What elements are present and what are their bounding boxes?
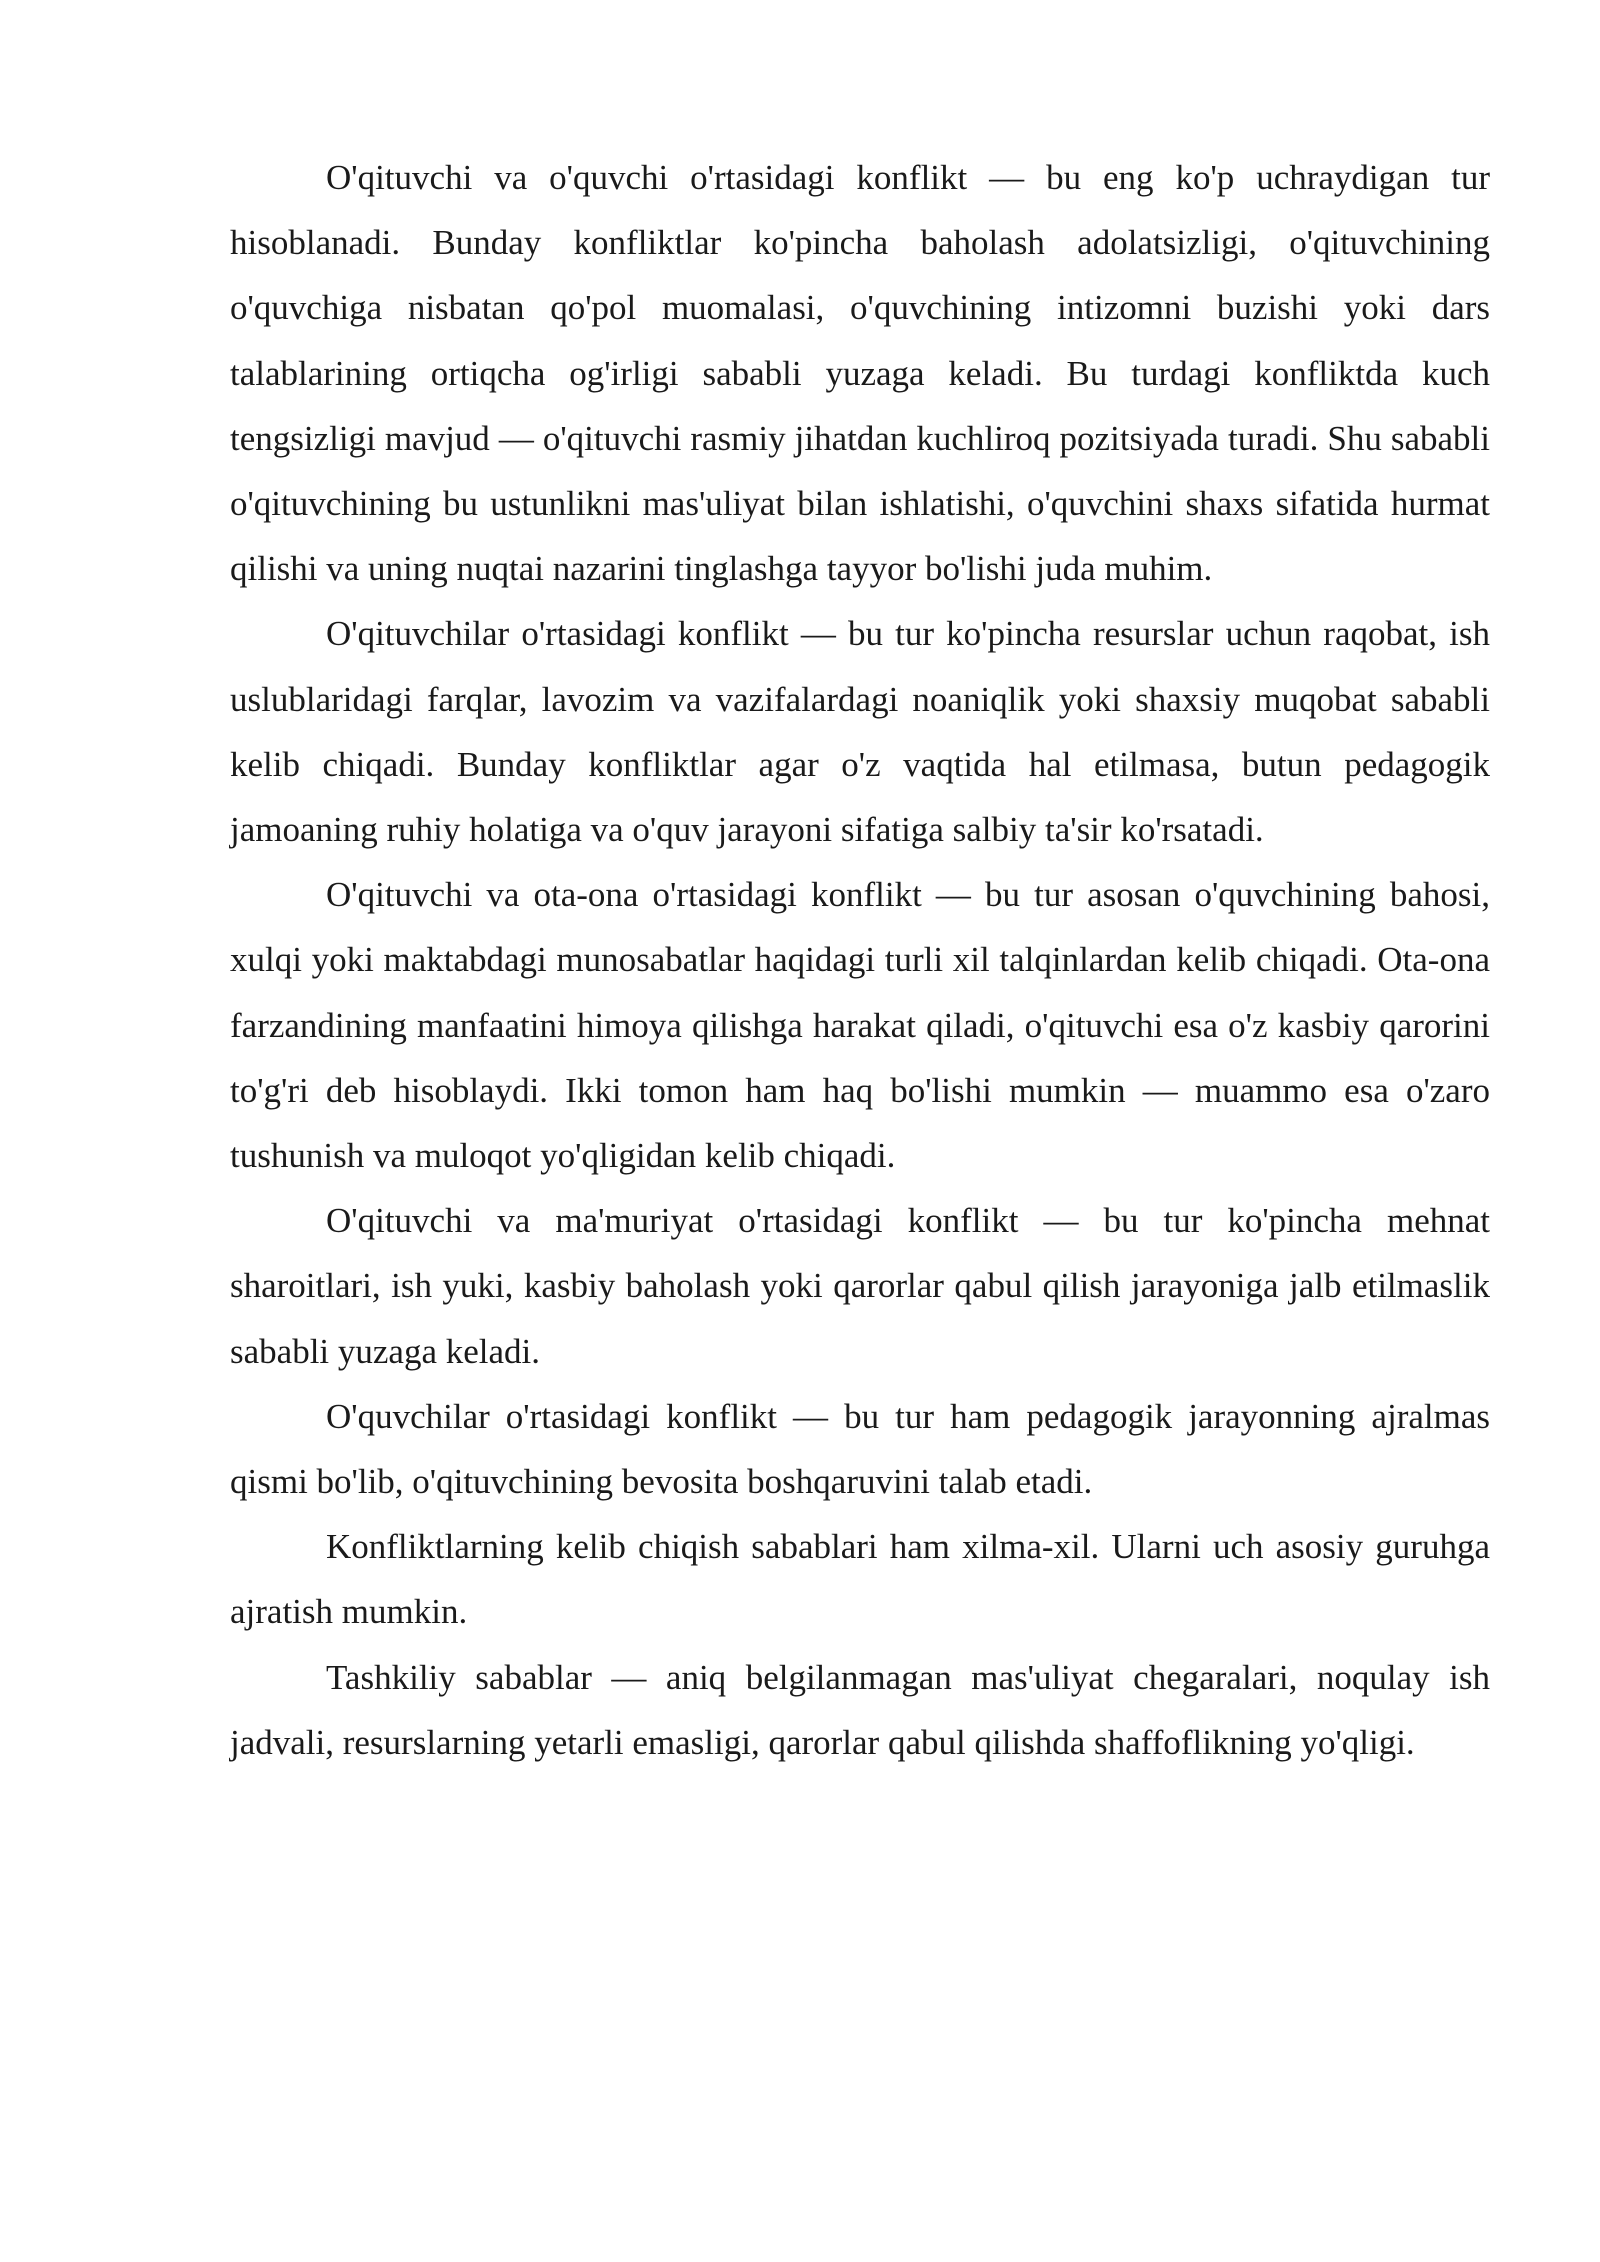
paragraph-teacher-student-conflict: O'qituvchi va o'quvchi o'rtasidagi konflikt — bu eng ko'p uchraydigan tur hisoblanadi. Bunday konfliktlar ko'pincha baholash adolatsizligi, o'qituvchining o'quvchiga nisbatan qo'pol muomalasi, o'quvchining intizomni buzishi yoki dars talablarining ortiqcha og'irligi sababli yuzaga keladi. Bu turdagi konfliktda kuch tengsizligi mavjud — o'qituvchi rasmiy jihatdan kuchliroq pozitsiyada turadi. Shu sababli o'qituvchining bu ustunlikni mas'uliyat bilan ishlatishi, o'quvchini shaxs sifatida hurmat qilishi va uning nuqtai nazarini tinglashga tayyor bo'lishi juda muhim. bbox=[230, 158, 1490, 589]
paragraph-teachers-conflict: O'qituvchilar o'rtasidagi konflikt — bu tur ko'pincha resurslar uchun raqobat, ish uslublaridagi farqlar, lavozim va vazifalardagi noaniqlik yoki shaxsiy muqobat sababli kelib chiqadi. Bunday konfliktlar agar o'z vaqtida hal etilmasa, butun pedagogik jamoaning ruhiy holatiga va o'quv jarayoni sifatiga salbiy ta'sir ko'rsatadi. bbox=[230, 614, 1490, 850]
paragraph-teacher-parent-conflict: O'qituvchi va ota-ona o'rtasidagi konflikt — bu tur asosan o'quvchining bahosi, xulqi yoki maktabdagi munosabatlar haqidagi turli xil talqinlardan kelib chiqadi. Ota-ona farzandining manfaatini himoya qilishga harakat qiladi, o'qituvchi esa o'z kasbiy qarorini to'g'ri deb hisoblaydi. Ikki tomon ham haq bo'lishi mumkin — muammo esa o'zaro tushunish va muloqot yo'qligidan kelib chiqadi. bbox=[230, 875, 1490, 1176]
paragraph-conflict-causes: Konfliktlarning kelib chiqish sabablari ham xilma-xil. Ularni uch asosiy guruhga ajratish mumkin. bbox=[230, 1527, 1490, 1632]
paragraph-organizational-causes: Tashkiliy sabablar — aniq belgilanmagan mas'uliyat chegaralari, noqulay ish jadvali, resurslarning yetarli emasligi, qarorlar qabul qilishda shaffoflikning yo'qligi. bbox=[230, 1657, 1490, 1762]
document-body bbox=[230, 145, 1490, 1775]
paragraph-teacher-administration-conflict: O'qituvchi va ma'muriyat o'rtasidagi konflikt — bu tur ko'pincha mehnat sharoitlari, ish yuki, kasbiy baholash yoki qarorlar qabul qilish jarayoniga jalb etilmaslik sababli yuzaga keladi. bbox=[230, 1201, 1490, 1371]
paragraph-students-conflict: O'quvchilar o'rtasidagi konflikt — bu tur ham pedagogik jarayonning ajralmas qismi bo'lib, o'qituvchining bevosita boshqaruvini talab etadi. bbox=[230, 1396, 1490, 1502]
